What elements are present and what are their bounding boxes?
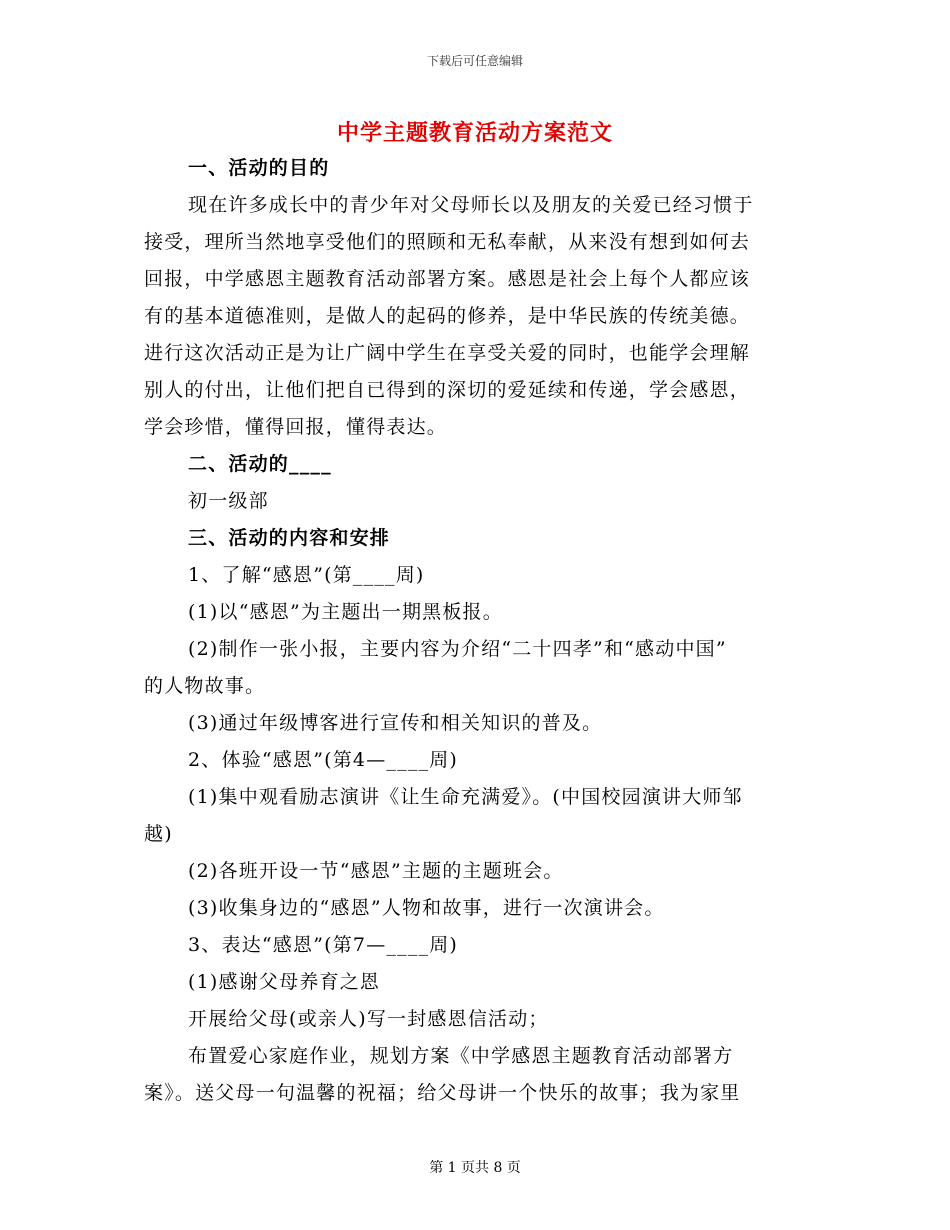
paragraph-line: (2)各班开设一节“感恩”主题的主题班会。 [188, 860, 564, 882]
paragraph-line: 1、了解“感恩”(第____周) [188, 564, 425, 586]
paragraph-line: 开展给父母(或亲人)写一封感恩信活动； [188, 1008, 549, 1030]
section-heading: 二、活动的____ [188, 453, 332, 475]
paragraph-line: 进行这次活动正是为让广阔中学生在享受关爱的同时，也能学会理解 [144, 342, 751, 364]
paragraph-line: 学会珍惜，懂得回报，懂得表达。 [144, 416, 448, 438]
paragraph-line: 的人物故事。 [144, 675, 266, 697]
paragraph-line: 现在许多成长中的青少年对父母师长以及朋友的关爱已经习惯于 [188, 194, 754, 216]
paragraph-line: 越) [144, 823, 173, 845]
paragraph-line: (1)集中观看励志演讲《让生命充满爱》。(中国校园演讲大师邹 [188, 786, 743, 808]
paragraph-line: 别人的付出，让他们把自已得到的深切的爱延续和传递，学会感恩， [144, 379, 751, 401]
paragraph-line: 初一级部 [188, 490, 269, 512]
paragraph-line: (3)通过年级博客进行宣传和相关知识的普及。 [188, 712, 603, 734]
paragraph-line: 布置爱心家庭作业，规划方案《中学感恩主题教育活动部署方 [188, 1045, 734, 1067]
header-note: 下载后可任意编辑 [426, 54, 523, 68]
page-footer: 第 1 页共 8 页 [429, 1160, 521, 1176]
paragraph-line: 2、体验“感恩”(第4—____周) [188, 749, 459, 771]
paragraph-line: 回报，中学感恩主题教育活动部署方案。感恩是社会上每个人都应该 [144, 268, 751, 290]
paragraph-line: 接受，理所当然地享受他们的照顾和无私奉献，从来没有想到如何去 [144, 231, 751, 253]
page-title: 中学主题教育活动方案范文 [336, 120, 613, 146]
document-body [144, 150, 804, 1112]
paragraph-line: 有的基本道德准则，是做人的起码的修养，是中华民族的传统美德。 [144, 305, 751, 327]
paragraph-line: 案》。送父母一句温馨的祝福；给父母讲一个快乐的故事；我为家里 [144, 1082, 741, 1104]
section-heading: 一、活动的目的 [188, 157, 330, 179]
paragraph-line: 3、表达“感恩”(第7—____周) [188, 934, 459, 956]
paragraph-line: (1)感谢父母养育之恩 [188, 971, 381, 993]
paragraph-line: (2)制作一张小报，主要内容为介绍“二十四孝”和“感动中国” [188, 638, 727, 660]
paragraph-line: (3)收集身边的“感恩”人物和故事，进行一次演讲会。 [188, 897, 665, 919]
paragraph-line: (1)以“感恩”为主题出一期黑板报。 [188, 601, 503, 623]
section-heading: 三、活动的内容和安排 [188, 527, 391, 549]
